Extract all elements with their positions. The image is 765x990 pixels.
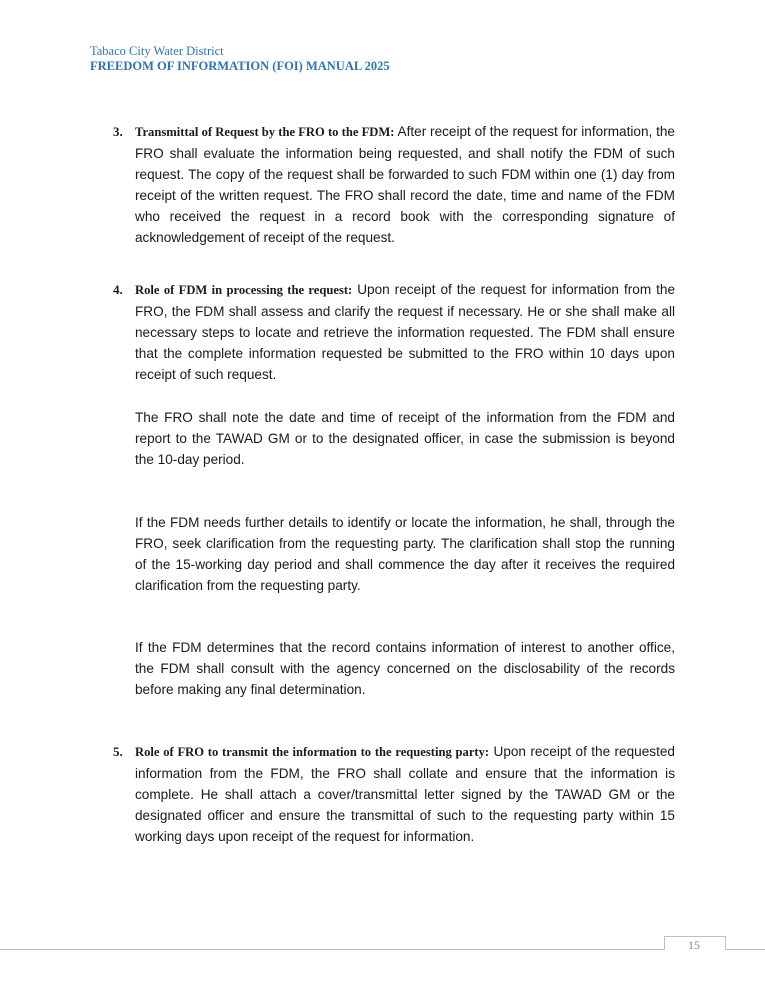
section-item-5: [113, 741, 675, 847]
item-number: 3.: [113, 124, 123, 139]
item-lead: Role of FRO to transmit the information to the requesting party:: [135, 745, 490, 759]
header-organization: Tabaco City Water District: [90, 44, 224, 58]
item-number: 5.: [113, 744, 123, 759]
item-lead: Role of FDM in processing the request:: [135, 283, 353, 297]
header-manual-title: FREEDOM OF INFORMATION (FOI) MANUAL 2025: [90, 59, 390, 73]
section-item-3: [113, 121, 675, 248]
item-extra-paragraph: If the FDM determines that the record contains information of interest to another office, the FDM shall consult with the agency concerned on the disclosability of the records before making any final determination.: [135, 640, 675, 697]
item-lead: Transmittal of Request by the FRO to the FDM:: [135, 125, 395, 139]
item-text: Upon receipt of the request for information from the FRO, the FDM shall assess and clarify the request if necessary. He or she shall make all necessary steps to locate and retrieve the information requested. The FDM shall ensure that the complete information requested be submitted to the FRO within 10 days upon receipt of such request.: [135, 282, 676, 382]
footer-divider: [0, 949, 765, 950]
item-extra-paragraph: The FRO shall note the date and time of receipt of the information from the FDM and report to the TAWAD GM or to the designated officer, in case the submission is beyond the 10-day period.: [135, 410, 675, 467]
page-header: [90, 44, 390, 74]
item-text: After receipt of the request for information, the FRO shall evaluate the information being requested, and shall notify the FDM of such request. The copy of the request shall be forwarded to such FDM within one (1) day from receipt of the written request. The FRO shall record the date, time and name of the FDM who received the request in a record book with the corresponding signature of acknowledgement of receipt of the request.: [135, 124, 675, 245]
item-extra-paragraph: If the FDM needs further details to identify or locate the information, he shall, through the FRO, seek clarification from the requesting party. The clarification shall stop the running of the 15-working day period and shall commence the day after it receives the required clarification from the requesting party.: [135, 515, 675, 593]
item-number: 4.: [113, 282, 123, 297]
section-item-4: [113, 279, 675, 700]
page-number: 15: [688, 938, 700, 952]
item-paragraph: [135, 741, 675, 847]
item-text: Upon receipt of the requested information from the FDM, the FRO shall collate and ensure that the information is complete. He shall attach a cover/transmittal letter signed by the TAWAD GM or the designated officer and ensure the transmittal of such to the requesting party within 15 working days upon receipt of the request for information.: [135, 744, 675, 844]
item-paragraph: [135, 121, 675, 248]
document-body: [113, 121, 675, 847]
item-paragraph: [135, 279, 675, 385]
